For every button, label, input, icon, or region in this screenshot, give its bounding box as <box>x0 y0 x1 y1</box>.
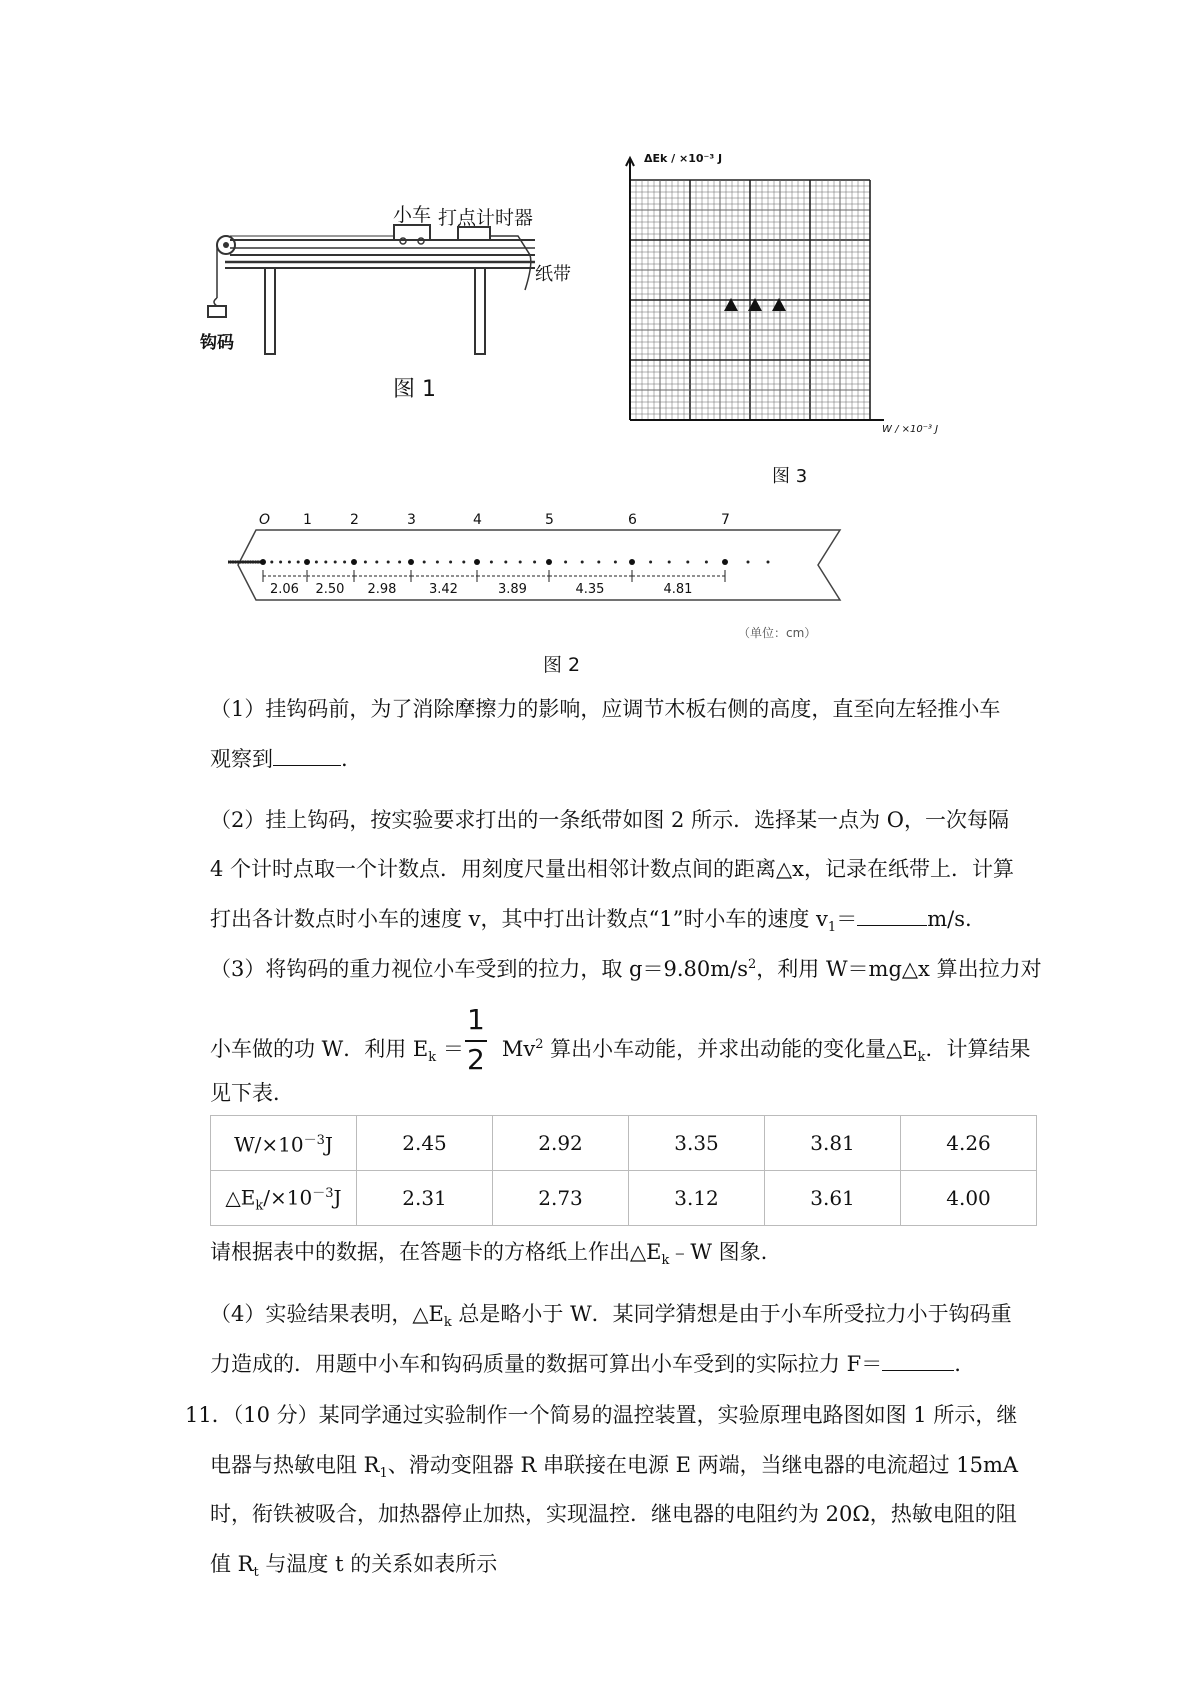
paper-tape <box>228 520 868 640</box>
tape-dot <box>315 561 318 564</box>
tape-dot <box>343 561 346 564</box>
fraction-bar <box>465 1040 487 1042</box>
tape-distance-label: 2.98 <box>367 582 397 597</box>
tape-dot <box>462 561 465 564</box>
tape-dot <box>686 561 689 564</box>
q3-line2: 小车做的功 W．利用 $E_k = Mv^2$ 算出小车动能，并求出动能的变化量$\triangle E_k$．计算结果 <box>210 1037 1031 1066</box>
count-point <box>546 559 552 565</box>
table-row <box>211 1171 1037 1226</box>
tape-distance-label: 3.89 <box>498 582 527 597</box>
figure-1 <box>200 200 580 430</box>
tape-point-label: 7 <box>721 512 730 528</box>
tape-dot <box>436 561 439 564</box>
table-cell: 2.92 <box>493 1116 629 1171</box>
count-point <box>722 559 728 565</box>
after-table-line: 请根据表中的数据，在答题卡的方格纸上作出$\triangle E_k﹣W$ 图象. <box>210 1240 768 1269</box>
q2-answer-blank[interactable] <box>857 925 927 926</box>
tape-dot <box>423 561 426 564</box>
table-cell: 2.31 <box>357 1171 493 1226</box>
tape-label: 纸带 <box>535 264 571 285</box>
tape-dot <box>279 561 282 564</box>
q1-line2: 观察到 . <box>210 747 348 771</box>
tape-dot <box>297 561 300 564</box>
table-cell: 3.61 <box>765 1171 901 1226</box>
y-axis-label: ΔEk / ×10⁻³ J <box>644 152 723 165</box>
tape-dot <box>324 561 327 564</box>
figure-1-caption: 图 1 <box>393 377 436 402</box>
table-row <box>211 1116 1037 1171</box>
tape-dot <box>767 561 770 564</box>
tape-dot <box>581 561 584 564</box>
fraction-numerator: 1 <box>467 1003 485 1036</box>
q11-line2: 电器与热敏电阻 $R_1$、滑动变阻器 R 串联接在电源 E 两端，当继电器的电流超过 15mA <box>210 1453 1019 1482</box>
weight-label: 钩码 <box>200 333 234 353</box>
tape-distance-label: 4.35 <box>575 582 605 597</box>
figure-3 <box>620 150 960 500</box>
q1-answer-blank[interactable] <box>273 765 341 766</box>
count-point <box>260 559 266 565</box>
tape-dot <box>398 561 401 564</box>
q4-line2: 力造成的．用题中小车和钩码质量的数据可算出小车受到的实际拉力 F＝ . <box>210 1352 961 1376</box>
tape-dot <box>564 561 567 564</box>
table-cell: 2.73 <box>493 1171 629 1226</box>
table-header-ek: $\triangle E_k/\times 10^{-3}J$ <box>211 1171 357 1226</box>
timer-label: 打点计时器 <box>438 207 534 229</box>
q3-line1: （3）将钩码的重力视位小车受到的拉力，取 $g=9.80m/s^2$，利用 W＝mg△x 算出拉力对 <box>210 957 1042 981</box>
weight-icon <box>208 306 226 317</box>
tape-distance-label: 2.06 <box>270 582 299 597</box>
tape-dot <box>597 561 600 564</box>
tape-dot <box>375 561 378 564</box>
tape-point-label: 3 <box>407 512 416 528</box>
tape-dot <box>449 561 452 564</box>
tape-dot <box>705 561 708 564</box>
table-cell: 4.26 <box>901 1116 1037 1171</box>
x-axis-label: W / ×10⁻³ J <box>882 424 939 435</box>
q11-line1: 11．（10 分）某同学通过实验制作一个简易的温控装置，实验原理电路图如图 1 所示，继 <box>185 1403 1018 1427</box>
tape-dot <box>270 561 273 564</box>
tape-point-label: 1 <box>303 512 312 528</box>
tape-distance-label: 3.42 <box>429 582 458 597</box>
q2-line3: 打出各计数点时小车的速度 v，其中打出计数点“1”时小车的速度 $v_1= m/s$. <box>210 907 972 936</box>
fraction-denominator: 2 <box>467 1043 485 1076</box>
q3-line3: 见下表． <box>210 1081 294 1105</box>
tape-dot <box>490 561 493 564</box>
table-cell: 4.00 <box>901 1171 1037 1226</box>
figure-2 <box>228 512 868 680</box>
count-point <box>304 559 310 565</box>
tape-dot <box>519 561 522 564</box>
car-icon <box>394 225 430 240</box>
tape-dot <box>387 561 390 564</box>
tape-dot <box>288 561 291 564</box>
tape-point-label: 6 <box>628 512 637 528</box>
grid-paper <box>620 150 960 450</box>
count-point <box>408 559 414 565</box>
q4-answer-blank[interactable] <box>882 1370 954 1371</box>
tape-point-label: 4 <box>473 512 482 528</box>
apparatus-drawing <box>200 200 580 430</box>
tape-distance-label: 2.50 <box>315 582 345 597</box>
table-cell: 3.12 <box>629 1171 765 1226</box>
table-cell: 3.81 <box>765 1116 901 1171</box>
tape-dot <box>533 561 536 564</box>
tape-dot <box>747 561 750 564</box>
tape-dot <box>504 561 507 564</box>
table-header-w: $W/\times 10^{-3}J$ <box>211 1116 357 1171</box>
table-cell: 3.35 <box>629 1116 765 1171</box>
q11-line4: 值 $R_t$ 与温度 t 的关系如表所示 <box>210 1552 498 1581</box>
tape-dot <box>364 561 367 564</box>
count-point <box>629 559 635 565</box>
count-point <box>351 559 357 565</box>
tape-point-label: O <box>259 512 271 528</box>
tape-distance-label: 4.81 <box>663 582 693 597</box>
tape-dot <box>334 561 337 564</box>
figure-2-caption: 图 2 <box>543 654 581 676</box>
q2-line1: （2）挂上钩码，按实验要求打出的一条纸带如图 2 所示．选择某一点为 O，一次每隔 <box>210 808 1009 832</box>
data-table <box>210 1115 1037 1226</box>
table-cell: 2.45 <box>357 1116 493 1171</box>
tape-dot <box>649 561 652 564</box>
count-point <box>474 559 480 565</box>
q2-line2: 4 个计时点取一个计数点．用刻度尺量出相邻计数点间的距离△x，记录在纸带上．计算 <box>210 857 1015 881</box>
tape-point-label: 2 <box>350 512 359 528</box>
figure-3-caption: 图 3 <box>772 466 808 487</box>
tape-dot <box>668 561 671 564</box>
q11-line3: 时，衔铁被吸合，加热器停止加热，实现温控．继电器的电阻约为 20Ω，热敏电阻的阻 <box>210 1502 1017 1526</box>
tape-point-label: 5 <box>545 512 554 528</box>
q1-line1: （1）挂钩码前，为了消除摩擦力的影响，应调节木板右侧的高度，直至向左轻推小车 <box>210 697 1001 721</box>
tape-dot <box>614 561 617 564</box>
q4-line1: （4）实验结果表明，$\triangle E_k$ 总是略小于 W．某同学猜想是由于小车所受拉力小于钩码重 <box>210 1302 1012 1331</box>
unit-note: （单位：cm） <box>738 626 817 640</box>
car-label: 小车 <box>393 204 432 226</box>
